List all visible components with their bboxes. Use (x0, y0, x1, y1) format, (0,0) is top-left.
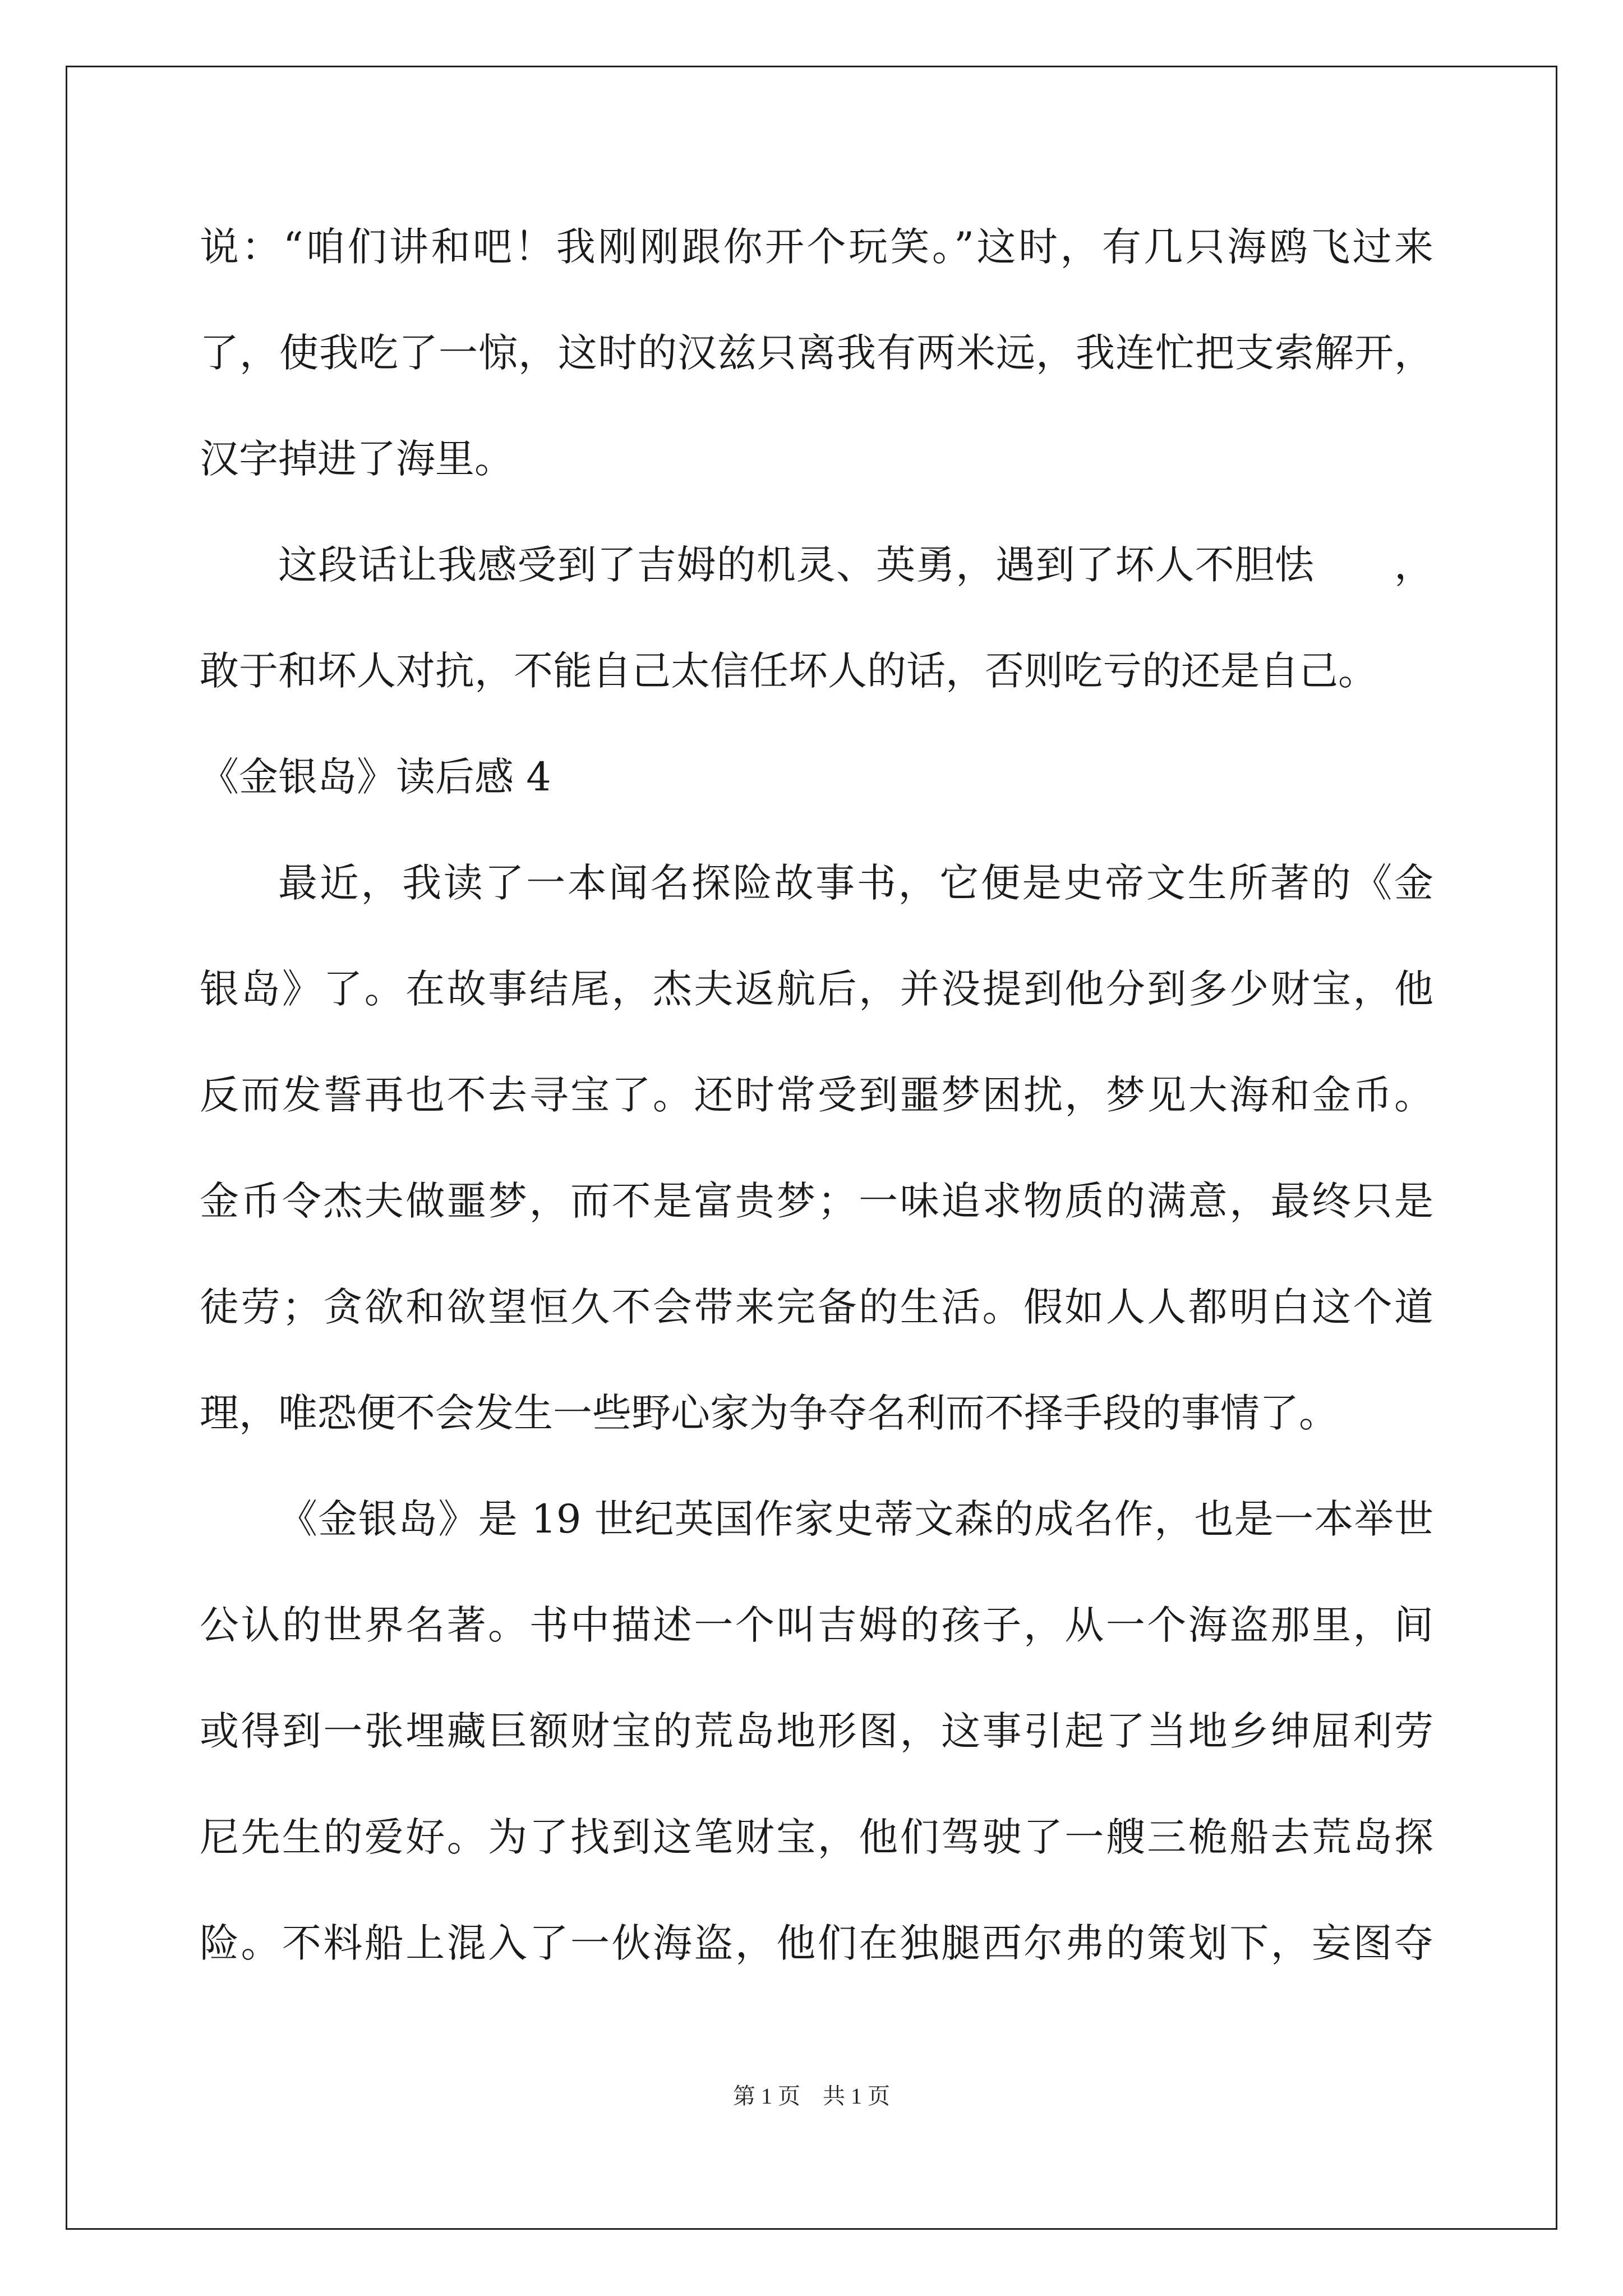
text-line: 金币令杰夫做噩梦，而不是富贵梦；一味追求物质的满意，最终只是 (200, 1178, 1433, 1224)
text-line: 反而发誓再也不去寻宝了。还时常受到噩梦困扰，梦见大海和金币。 (200, 1072, 1433, 1118)
text-line: 徒劳；贪欲和欲望恒久不会带来完备的生活。假如人人都明白这个道 (200, 1284, 1433, 1330)
text-line: 银岛》了。在故事结尾，杰夫返航后，并没提到他分到多少财宝，他 (200, 966, 1433, 1012)
text-line: 公认的世界名著。书中描述一个叫吉姆的孩子，从一个海盗那里，间 (200, 1602, 1433, 1648)
text-line: 敢于和坏人对抗，不能自己太信任坏人的话，否则吃亏的还是自己。 (200, 648, 1377, 694)
text-line: 尼先生的爱好。为了找到这笔财宝，他们驾驶了一艘三桅船去荒岛探 (200, 1814, 1433, 1860)
text-line: 理，唯恐便不会发生一些野心家为争夺名利而不择手段的事情了。 (200, 1390, 1338, 1436)
text-line: 说：“咱们讲和吧！我刚刚跟你开个玩笑。”这时，有几只海鸥飞过来 (200, 224, 1433, 270)
text-line: 汉字掉进了海里。 (200, 436, 514, 482)
section-heading: 《金银岛》读后感 4 (200, 754, 551, 800)
document-body (200, 220, 1433, 2022)
paragraph-first-line: 《金银岛》是 19 世纪英国作家史蒂文森的成名作，也是一本举世 (278, 1496, 1433, 1542)
paragraph-first-line: 这段话让我感受到了吉姆的机灵、英勇，遇到了坏人不胆怯 ， (278, 542, 1433, 588)
text-line: 险。不料船上混入了一伙海盗，他们在独腿西尔弗的策划下，妄图夺 (200, 1920, 1433, 1966)
text-line: 或得到一张埋藏巨额财宝的荒岛地形图，这事引起了当地乡绅屈利劳 (200, 1708, 1433, 1754)
text-line: 了，使我吃了一惊，这时的汉兹只离我有两米远，我连忙把支索解开， (200, 330, 1433, 376)
paragraph-first-line: 最近，我读了一本闻名探险故事书，它便是史帝文生所著的《金 (278, 860, 1433, 906)
page-footer: 第 1 页 共 1 页 (733, 2083, 890, 2109)
